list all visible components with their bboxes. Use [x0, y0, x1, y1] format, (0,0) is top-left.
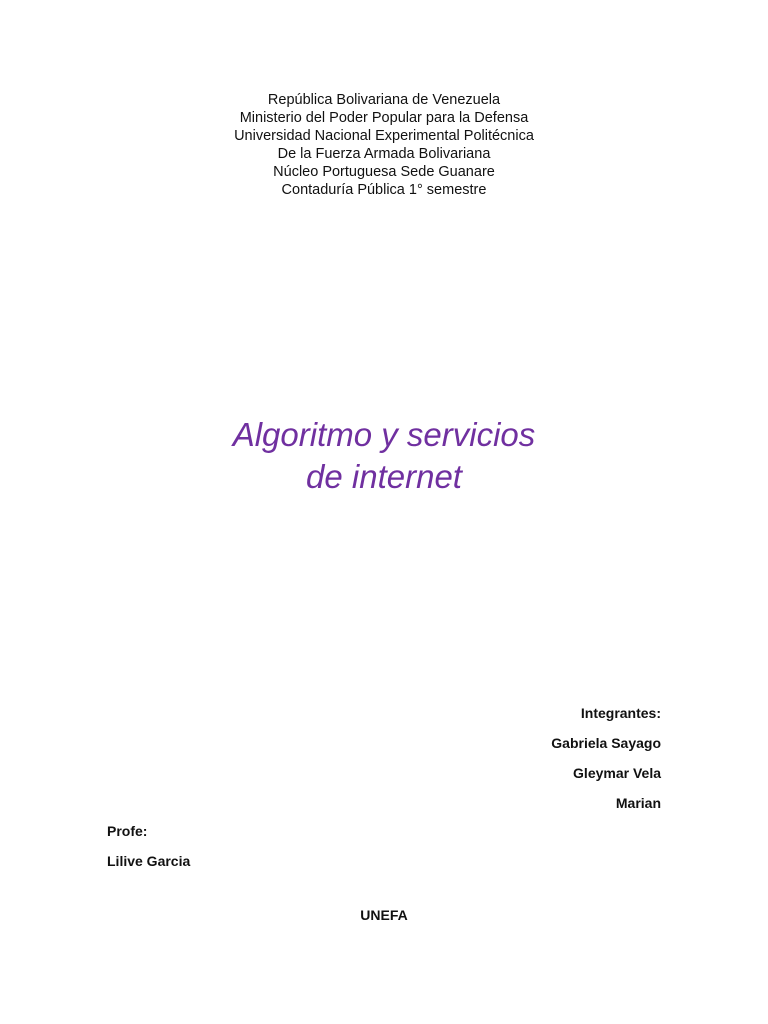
- member-name: Gleymar Vela: [573, 765, 661, 781]
- header-line-university: Universidad Nacional Experimental Politécnica: [234, 128, 534, 144]
- title-line-1: Algoritmo y servicios: [232, 416, 536, 453]
- member-name: Gabriela Sayago: [551, 735, 661, 751]
- header-line-campus: Núcleo Portuguesa Sede Guanare: [273, 164, 495, 180]
- members-label: Integrantes:: [580, 705, 661, 721]
- professor-block: [107, 821, 190, 881]
- title-line-2: de internet: [306, 458, 462, 495]
- institution-header: [0, 91, 768, 199]
- document-title: [0, 414, 768, 498]
- footer-institution: UNEFA: [360, 907, 408, 923]
- header-line-republic: República Bolivariana de Venezuela: [267, 92, 501, 108]
- header-line-armed-forces: De la Fuerza Armada Bolivariana: [277, 146, 491, 162]
- header-line-ministry: Ministerio del Poder Popular para la Defensa: [239, 110, 529, 126]
- header-line-program: Contaduría Pública 1° semestre: [281, 182, 487, 198]
- professor-label: Profe:: [107, 823, 148, 839]
- member-name: Marian: [615, 795, 661, 811]
- members-block: [551, 703, 661, 823]
- professor-name: Lilive Garcia: [107, 853, 191, 869]
